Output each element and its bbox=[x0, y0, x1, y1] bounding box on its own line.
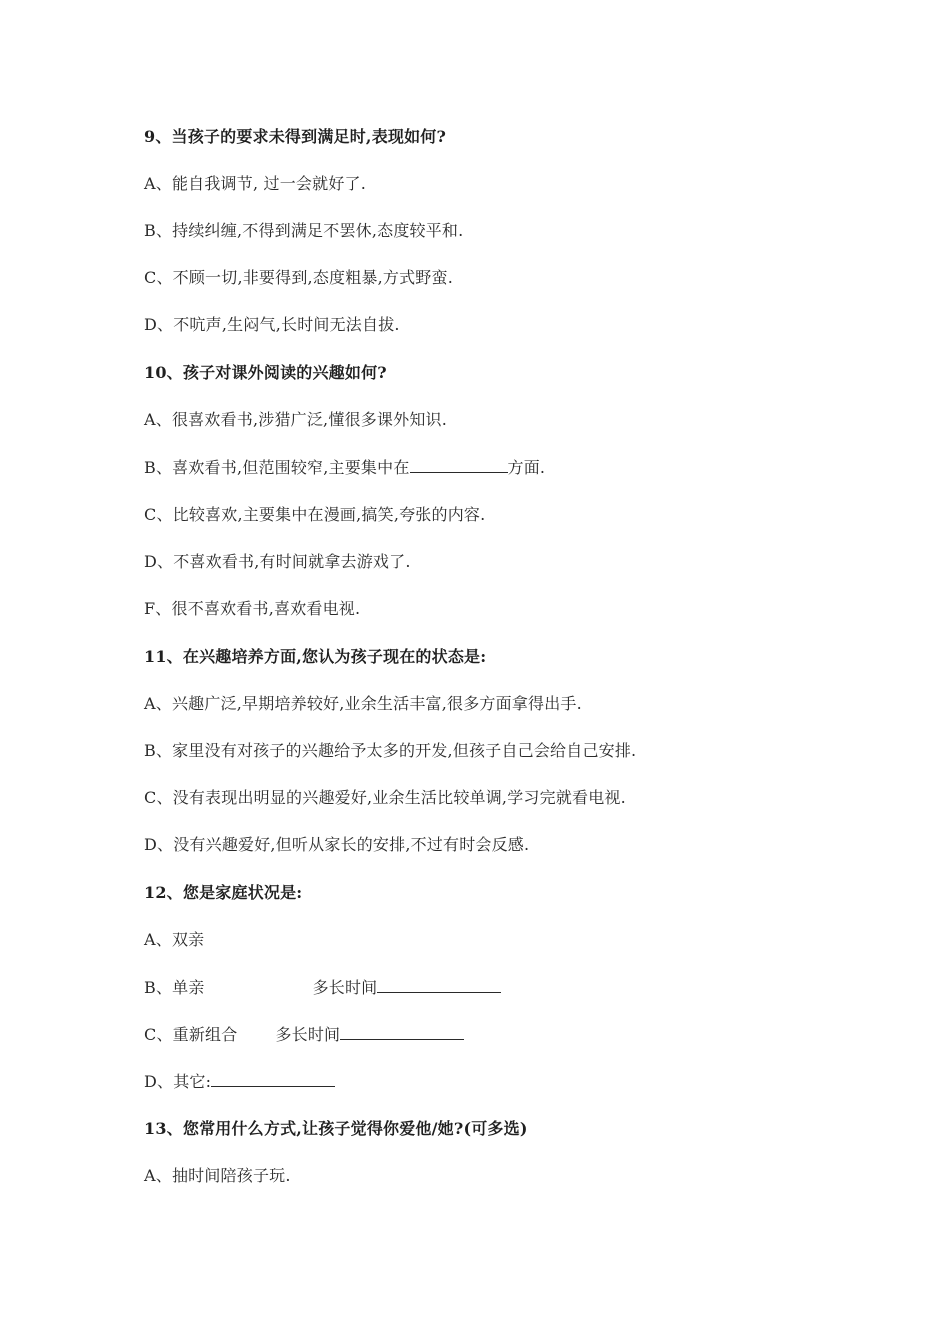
question-12-option-d-label: D、其它: bbox=[144, 1072, 212, 1091]
question-10-option-b bbox=[144, 456, 545, 479]
question-12-option-b bbox=[144, 976, 501, 999]
question-9-option-c: C、不顾一切,非要得到,态度粗暴,方式野蛮. bbox=[144, 268, 453, 287]
question-11-title: 11、在兴趣培养方面,您认为孩子现在的状态是: bbox=[144, 647, 487, 666]
question-12-option-d bbox=[144, 1070, 335, 1093]
question-12-title: 12、您是家庭状况是: bbox=[144, 883, 303, 902]
question-10-option-b-suffix: 方面. bbox=[507, 458, 546, 477]
question-13-option-a: A、抽时间陪孩子玩. bbox=[144, 1166, 291, 1185]
question-9-title: 9、当孩子的要求未得到满足时,表现如何? bbox=[144, 127, 447, 146]
duration-label: 多长时间 bbox=[275, 1025, 341, 1044]
question-10-option-f: F、很不喜欢看书,喜欢看电视. bbox=[144, 599, 361, 618]
other-blank[interactable] bbox=[211, 1070, 335, 1087]
duration-blank[interactable] bbox=[377, 976, 501, 993]
question-12-option-b-label: B、单亲 bbox=[144, 978, 205, 997]
fill-in-blank[interactable] bbox=[410, 456, 508, 473]
question-10-title: 10、孩子对课外阅读的兴趣如何? bbox=[144, 363, 387, 382]
question-10-option-c: C、比较喜欢,主要集中在漫画,搞笑,夸张的内容. bbox=[144, 505, 486, 524]
question-11-option-a: A、兴趣广泛,早期培养较好,业余生活丰富,很多方面拿得出手. bbox=[144, 694, 582, 713]
question-10-option-d: D、不喜欢看书,有时间就拿去游戏了. bbox=[144, 552, 411, 571]
question-12-option-a: A、双亲 bbox=[144, 930, 205, 949]
question-11-option-b: B、家里没有对孩子的兴趣给予太多的开发,但孩子自己会给自己安排. bbox=[144, 741, 637, 760]
question-11-option-c: C、没有表现出明显的兴趣爱好,业余生活比较单调,学习完就看电视. bbox=[144, 788, 626, 807]
question-10-option-a: A、很喜欢看书,涉猎广泛,懂很多课外知识. bbox=[144, 410, 448, 429]
question-9-option-d: D、不吭声,生闷气,长时间无法自拔. bbox=[144, 315, 400, 334]
question-9-option-b: B、持续纠缠,不得到满足不罢休,态度较平和. bbox=[144, 221, 464, 240]
question-9-option-a: A、能自我调节, 过一会就好了. bbox=[144, 174, 367, 193]
question-10-option-b-text: B、喜欢看书,但范围较窄,主要集中在 bbox=[144, 458, 410, 477]
duration-blank[interactable] bbox=[340, 1023, 464, 1040]
question-11-option-d: D、没有兴趣爱好,但听从家长的安排,不过有时会反感. bbox=[144, 835, 530, 854]
question-12-option-c bbox=[144, 1023, 464, 1046]
question-13-title: 13、您常用什么方式,让孩子觉得你爱他/她?(可多选) bbox=[144, 1119, 528, 1138]
duration-label: 多长时间 bbox=[312, 978, 378, 997]
question-12-option-c-label: C、重新组合 bbox=[144, 1025, 238, 1044]
